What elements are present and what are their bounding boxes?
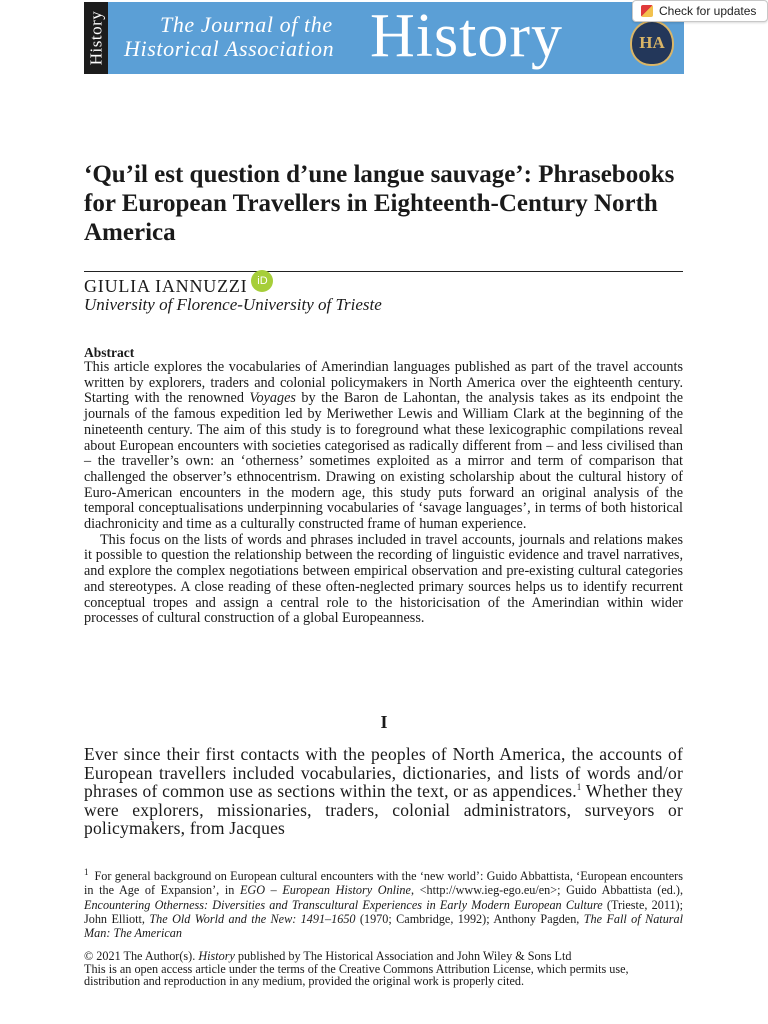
- journal-side-label: [84, 2, 108, 74]
- journal-name: History: [370, 2, 563, 70]
- body-text-start: Ever since their first contacts with the peoples of North America, the accounts of European travellers included vocabularies, dictionaries, and lists of words and/or phrases of common use as sections within the text, or as appendices.: [84, 744, 683, 801]
- historical-association-logo: [630, 20, 674, 66]
- license-line-1: This is an open access article under the terms of the Creative Commons Attribution License, which permits use,: [84, 961, 629, 976]
- footnote-italic-3: The Old World and the New: 1491–1650: [149, 911, 356, 926]
- footnote-text-1: For general background on European cultural encounters with the ‘new world’: Guido Abbattista, ‘European encounters in the Age of Expansion’, in: [84, 869, 683, 898]
- crossmark-icon: [641, 5, 653, 17]
- abstract-p1-start: This article explores the vocabularies of Amerindian languages published as part of the travel accounts written by explorers, traders and colonial policymakers in North America over the eighteenth century. Starting with the renowned: [84, 359, 683, 407]
- license-line-2: distribution and reproduction in any medium, provided the original work is properly cited.: [84, 974, 525, 989]
- copyright-journal-italic: History: [198, 949, 235, 963]
- body-text-end: Whether they were explorers, missionaries, traders, colonial administrators, surveyors or policymakers, from Jacques: [84, 781, 683, 838]
- copyright-line-1-start: © 2021 The Author(s).: [84, 949, 199, 963]
- check-for-updates-label: Check for updates: [659, 4, 757, 18]
- abstract-p1-end: by the Baron de Lahontan, the analysis takes as its endpoint the journals of the famous expedition led by Meriwether Lewis and William Clark at the beginning of the nineteenth century. The aim of this study is to foreground what these lexicographic compilations reveal about European encounters with societies categorised as radically different from – and less civilised than – the traveller’s own: an ‘otherness’ sometimes exploited as a mirror and term of comparison that challenged the observer’s ethnocentrism. Drawing on existing scholarship about the cultural history of Euro-American encounters in the modern age, this study puts forward an original analysis of the temporal conceptualisations underpinning vocabularies of ‘savage languages’, in terms of both historical diachronicity and time as a culturally constructed frame of human experience.: [84, 390, 684, 533]
- title-divider: [84, 271, 683, 272]
- journal-subtitle-line-1: The Journal of the: [160, 12, 333, 37]
- article-title: ‘Qu’il est question d’une langue sauvage’: Phrasebooks for European Travellers in Eighteenth-Century North America: [84, 161, 675, 246]
- footnote-1: [84, 865, 683, 941]
- footnote-reference[interactable]: 1: [576, 782, 582, 793]
- abstract-paragraph-2: This focus on the lists of words and phrases included in travel accounts, journals and relations makes it possible to question the relationship between the recording of linguistic evidence and travel narratives, and explore the complex negotiations between empirical observation and pre-existing cultural categories and stereotypes. A close reading of these often-neglected primary sources helps us to identify recurrent conceptual tropes and assign a central role to the historicisation of the Amerindian within wider processes of cultural construction of a global Europeanness.: [84, 531, 683, 627]
- copyright-line-1: [84, 950, 694, 963]
- abstract-p1-italic: Voyages: [249, 390, 296, 407]
- side-label-text: History: [86, 10, 105, 66]
- logo-monogram: HA: [639, 33, 665, 52]
- footnote-italic-1: EGO – European History Online: [239, 883, 411, 898]
- section-heading: I: [380, 712, 388, 732]
- section-body-text: [84, 745, 683, 838]
- abstract-heading: Abstract: [84, 345, 135, 360]
- journal-subtitle-line-2: Historical Association: [124, 36, 335, 61]
- footnote-text-3: (Trieste, 2011); John Elliott,: [84, 897, 683, 926]
- author-name-text: GIULIA IANNUZZI: [84, 276, 248, 296]
- footnote-italic-4: The Fall of Natural Man: The American: [84, 911, 684, 941]
- abstract-body: [84, 360, 683, 627]
- orcid-icon[interactable]: iD: [251, 270, 273, 292]
- footnote-italic-2: Encountering Otherness: Diversities and Transcultural Experiences in Early Modern European Culture: [84, 897, 603, 912]
- footnote-text-4: (1970; Cambridge, 1992); Anthony Pagden,: [355, 911, 584, 926]
- copyright-line-1-end: published by The Historical Association and John Wiley & Sons Ltd: [234, 949, 572, 963]
- abstract-paragraph-1: [84, 360, 683, 533]
- footnote-mark: 1: [84, 867, 89, 877]
- footnote-text-2: , <http://www.ieg-ego.eu/en>; Guido Abbattista (ed.),: [410, 883, 683, 898]
- copyright-notice: [84, 950, 694, 988]
- author-affiliation: University of Florence-University of Trieste: [84, 295, 382, 314]
- check-for-updates-button[interactable]: [632, 0, 768, 22]
